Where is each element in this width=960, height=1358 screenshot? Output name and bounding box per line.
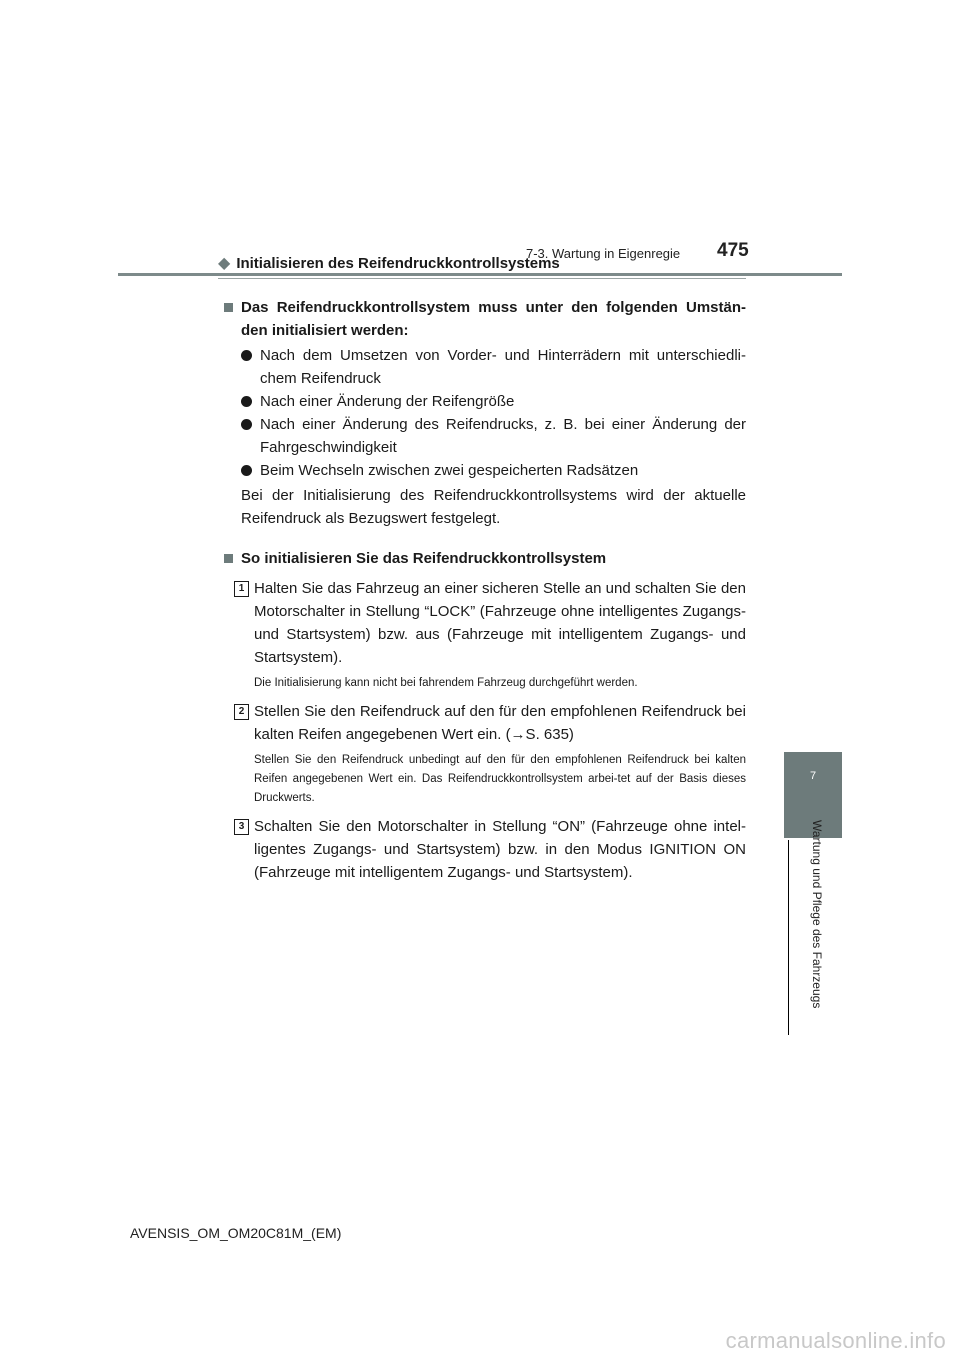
step-1 xyxy=(218,577,746,693)
step-body xyxy=(254,700,746,808)
step-text: Schalten Sie den Motorschalter in Stellung “ON” (Fahrzeuge ohne intel-ligentes Zugangs- und Startsystem) bzw. in den Modus IGNITION ON (Fahrzeuge mit intelligentem Zugangs- und Startsystem). xyxy=(254,818,746,881)
chapter-tab-line xyxy=(788,840,789,1035)
step-body xyxy=(254,577,746,693)
step-note: Stellen Sie den Reifendruck unbedingt auf den für den empfohlenen Reifendruck bei kalten Reifen angegebenen Wert ein. Das Reifendruckkontrollsystem arbei-tet auf der Basis dieses Druckwerts. xyxy=(254,754,746,804)
section-title-text: Initialisieren des Reifendruckkontrollsystems xyxy=(236,254,560,272)
step-number-badge: 1 xyxy=(234,581,249,597)
list-item xyxy=(241,413,746,459)
main-content xyxy=(218,253,746,884)
step-body xyxy=(254,815,746,884)
sub-heading-conditions xyxy=(218,296,746,342)
list-item-text: Nach einer Änderung des Reifendrucks, z. B. bei einer Änderung der Fahrgeschwindigkeit xyxy=(260,416,746,456)
diamond-icon: ◆ xyxy=(218,255,231,272)
header-section-title: 7-3. Wartung in Eigenregie xyxy=(526,246,681,261)
list-item-text: Nach einer Änderung der Reifengröße xyxy=(260,393,515,410)
page-number: 475 xyxy=(717,240,749,261)
list-item-text: Nach dem Umsetzen von Vorder- und Hinterrädern mit unterschiedli-chem Reifendruck xyxy=(260,347,746,387)
conditions-list xyxy=(241,344,746,482)
list-item xyxy=(241,390,746,413)
square-bullet-icon xyxy=(224,303,233,312)
bullet-dot-icon xyxy=(241,465,252,476)
footer-document-code: AVENSIS_OM_OM20C81M_(EM) xyxy=(130,1225,342,1241)
list-item xyxy=(241,344,746,390)
bullet-dot-icon xyxy=(241,419,252,430)
step-note: Die Initialisierung kann nicht bei fahrendem Fahrzeug durchgeführt werden. xyxy=(254,677,638,689)
chapter-label: Wartung und Pflege des Fahrzeugs xyxy=(810,820,824,1009)
sub-heading-text: So initialisieren Sie das Reifendruckkontrollsystem xyxy=(241,550,607,567)
sub-heading-text: Das Reifendruckkontrollsystem muss unter den folgenden Umstän-den initialisiert werden: xyxy=(241,299,746,339)
bullet-dot-icon xyxy=(241,396,252,407)
step-number-badge: 3 xyxy=(234,819,249,835)
chapter-number: 7 xyxy=(809,770,817,782)
step-number-badge: 2 xyxy=(234,704,249,720)
step-text: Stellen Sie den Reifendruck auf den für den empfohlenen Reifendruck bei kalten Reifen angegebenen Wert ein. (→S. 635) xyxy=(254,703,746,743)
list-item-text: Beim Wechseln zwischen zwei gespeicherten Radsätzen xyxy=(260,462,639,479)
list-item xyxy=(241,459,746,482)
step-3 xyxy=(218,815,746,884)
sub-heading-procedure xyxy=(218,547,746,570)
watermark: carmanualsonline.info xyxy=(725,1328,946,1353)
step-text: Halten Sie das Fahrzeug an einer sicheren Stelle an und schalten Sie den Motorschalter in Stellung “LOCK” (Fahrzeuge ohne intelligentes Zugangs- und Startsystem) bzw. aus (Fahrzeuge mit intelligentem Zugangs- und Startsystem). xyxy=(254,580,746,666)
section-title xyxy=(218,253,746,279)
bullet-dot-icon xyxy=(241,350,252,361)
step-2 xyxy=(218,700,746,808)
initialization-paragraph: Bei der Initialisierung des Reifendruckkontrollsystems wird der aktuelle Reifendruck als Bezugswert festgelegt. xyxy=(241,487,746,527)
square-bullet-icon xyxy=(224,554,233,563)
